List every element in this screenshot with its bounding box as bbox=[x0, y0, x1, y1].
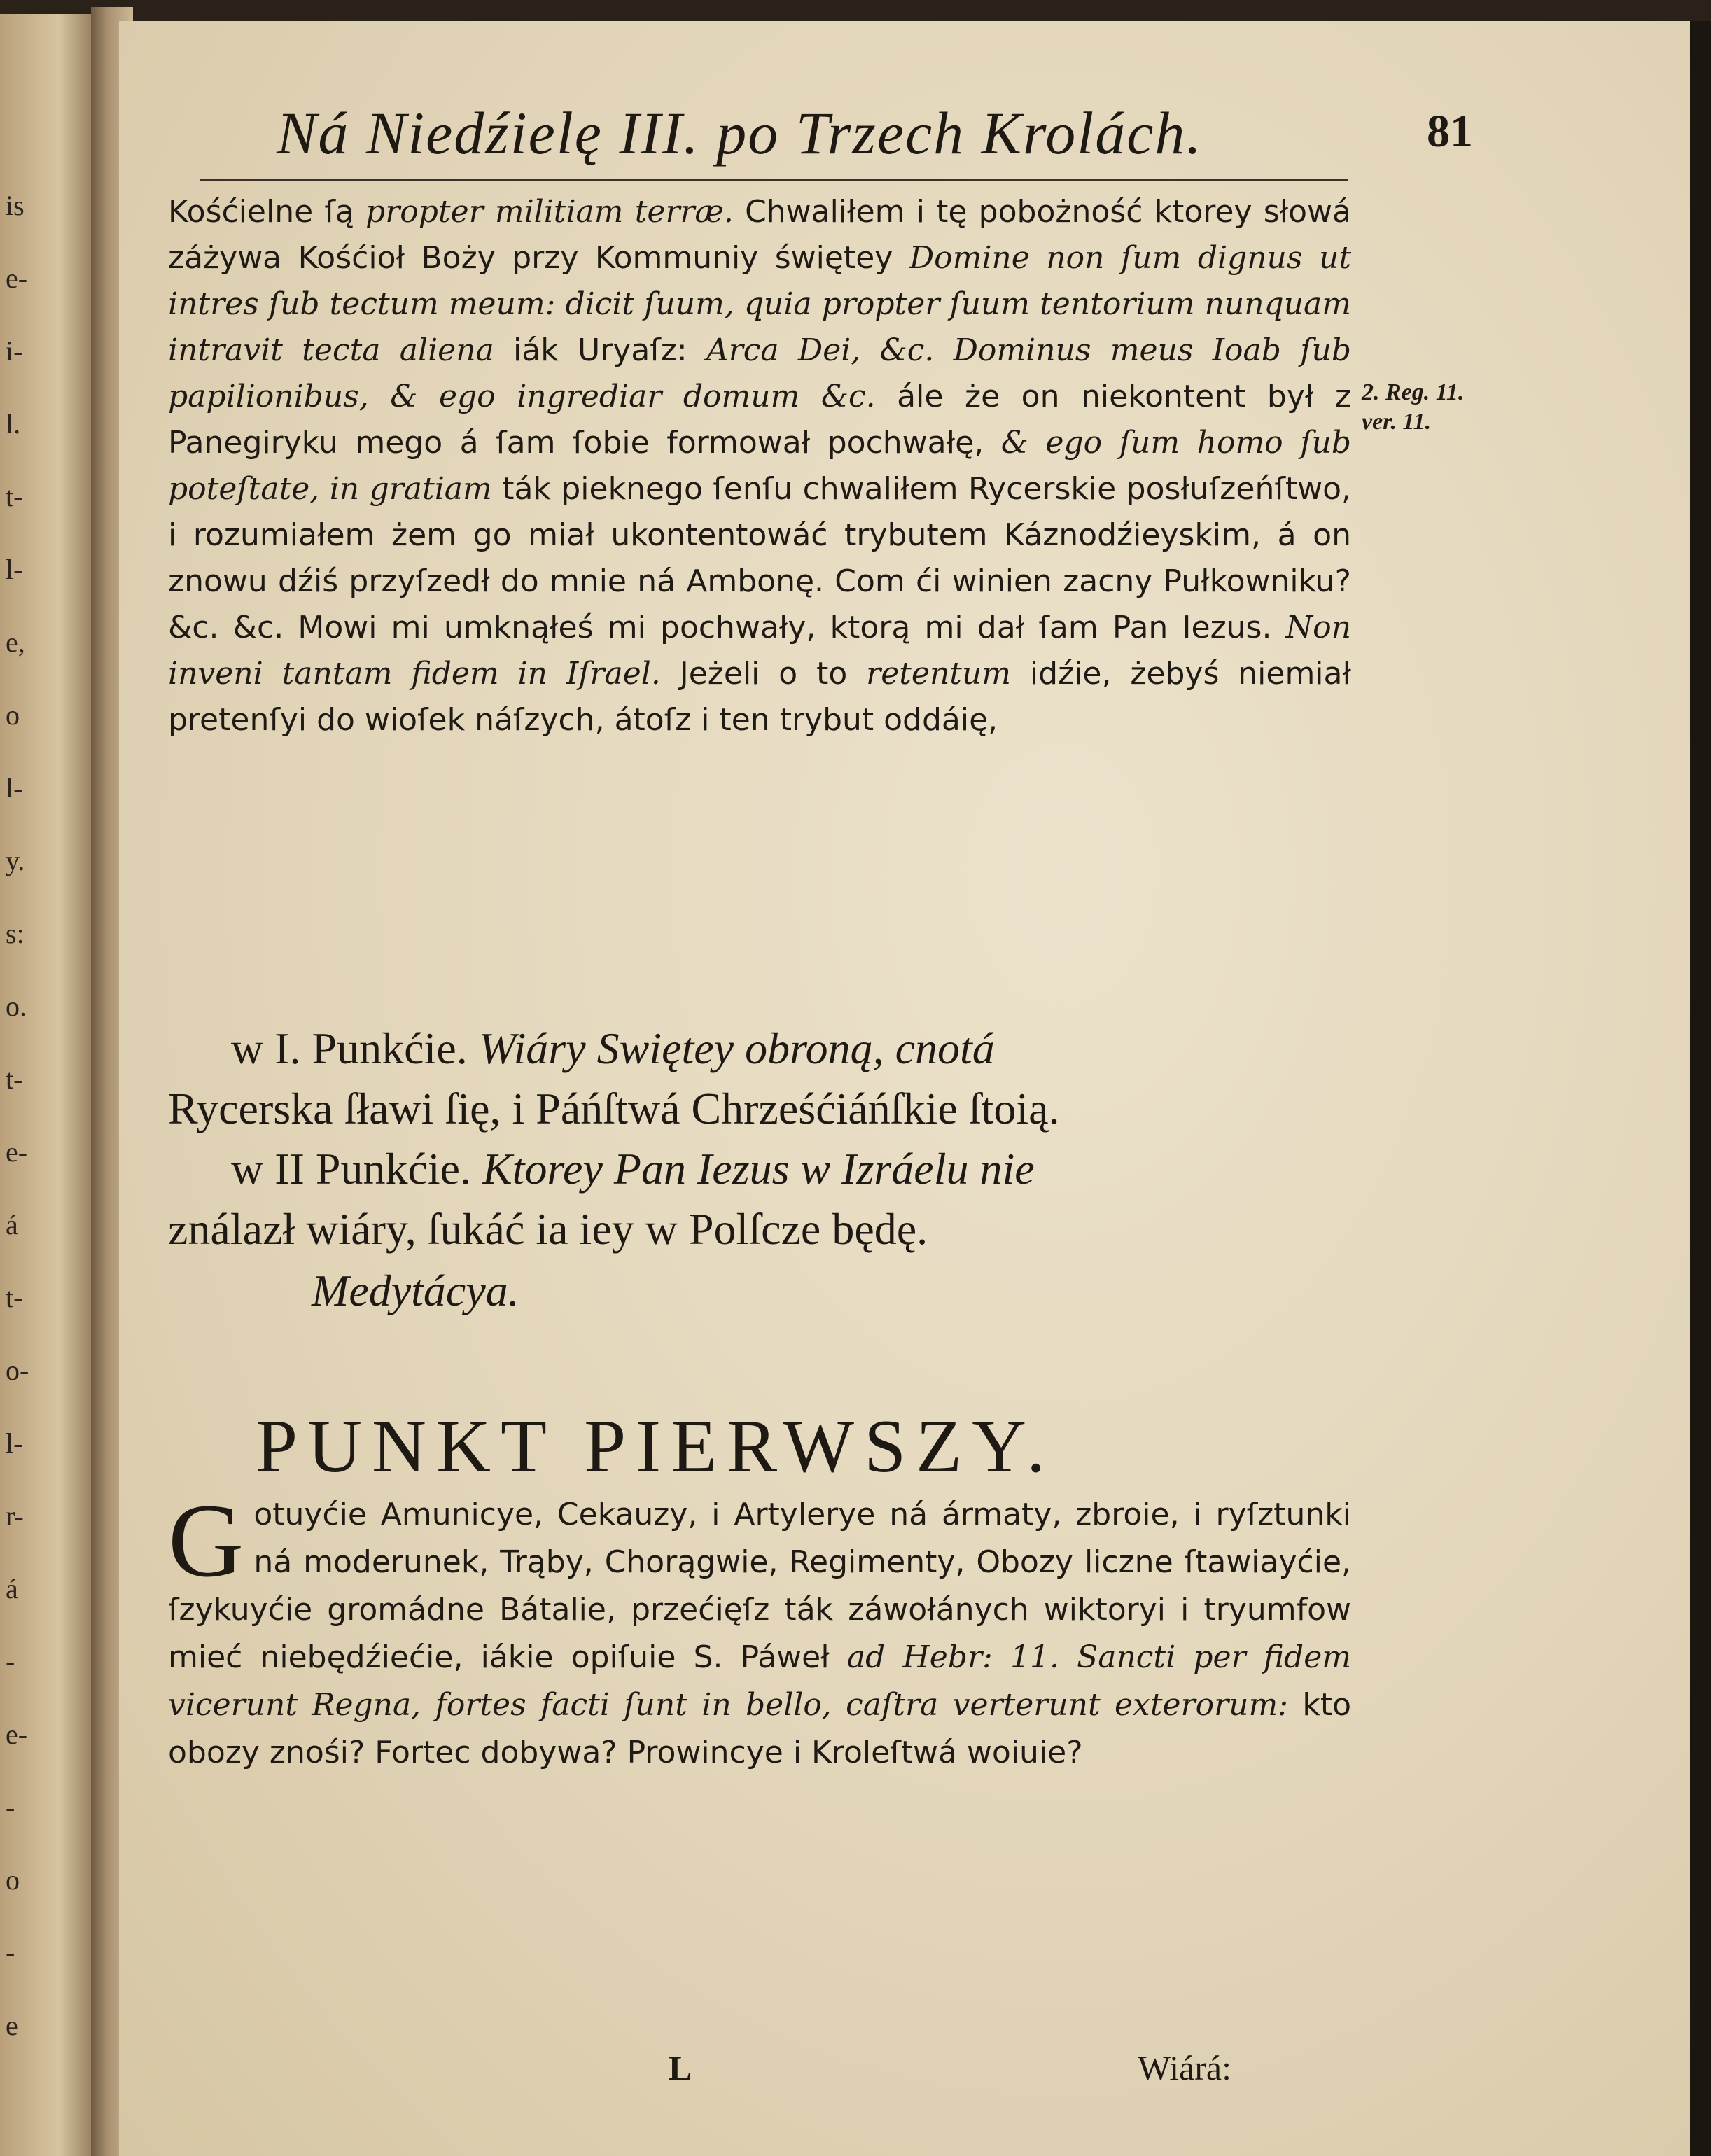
point-two-continuation: ználazł wiáry, ſukáć ia iey w Polſcze będę. bbox=[168, 1204, 928, 1254]
left-page-fragment: y. bbox=[6, 845, 25, 876]
body-paragraph bbox=[168, 189, 1351, 743]
left-page-fragment: - bbox=[6, 1791, 15, 1823]
latin-quote: retentum bbox=[866, 656, 1012, 692]
meditation-label: Medytácya. bbox=[312, 1266, 519, 1315]
left-page-fragment: l. bbox=[6, 408, 21, 440]
body-text-run: ták pieknego ſenſu chwaliłem Rycerskie posłuſzeńſtwo, i rozumiałem żem go miał ukontentowáć trybutem Káznodźieyskim, á on znowu dźiś przyſzedł do mnie ná Ambonę. Com ći winien zacny Pułkowniku? &c. &c. Mowi mi umknąłeś mi pochwały, ktorą mi dał ſam Pan Iezus. bbox=[168, 471, 1351, 645]
body-text-run: ále że on niekontent był z Panegiryku mego á ſam ſobie formował pochwałę, bbox=[168, 379, 1351, 461]
left-page-fragment: r- bbox=[6, 1500, 24, 1532]
left-page-fragment: i- bbox=[6, 335, 23, 367]
points-block bbox=[168, 1018, 1351, 1322]
header-rule bbox=[200, 178, 1348, 181]
point-one-continuation: Rycerska ſławi ſię, i Páńſtwá Chrześćiáńſkie ſtoią. bbox=[168, 1084, 1060, 1133]
body-text-run: iák Uryaſz: bbox=[494, 332, 706, 368]
right-scan-edge bbox=[1690, 21, 1711, 2156]
left-page-fragment: - bbox=[6, 1646, 15, 1677]
left-page-fragment: l- bbox=[6, 1427, 23, 1459]
left-page-fragment: s: bbox=[6, 918, 25, 949]
page-number: 81 bbox=[1427, 106, 1473, 157]
catchword: Wiárá: bbox=[1138, 2048, 1232, 2087]
point-one-text: Wiáry Swiętey obroną, cnotá bbox=[478, 1023, 995, 1073]
left-page-fragment: o bbox=[6, 699, 20, 731]
left-page-fragment: l- bbox=[6, 554, 23, 585]
section-title: PUNKT PIERWSZY. bbox=[256, 1405, 1056, 1488]
left-page-edge bbox=[0, 14, 98, 2156]
point-two-text: Ktorey Pan Iezus w Izráelu nie bbox=[482, 1144, 1035, 1194]
body-text-run: Jeżeli o to bbox=[660, 656, 867, 692]
left-page-fragment: e- bbox=[6, 262, 28, 294]
left-page-fragment: t- bbox=[6, 481, 23, 512]
body-text-run: Chwaliłem i tę pobożność ktorey słowá záżywa Kośćioł Boży przy Kommuniy świętey bbox=[168, 194, 1351, 276]
left-page-fragment: l- bbox=[6, 772, 23, 804]
section-paragraph bbox=[168, 1483, 1351, 1777]
left-page-fragment: á bbox=[6, 1209, 18, 1240]
left-page-fragment: á bbox=[6, 1573, 18, 1604]
latin-quote: ad Hebr: 11. Sancti per fidem vicerunt Regna, fortes facti ſunt in bello, caſtra verterunt exterorum: bbox=[168, 1639, 1351, 1723]
point-one-prefix: w I. Punkćie. bbox=[231, 1023, 468, 1073]
point-two bbox=[168, 1139, 1351, 1199]
drop-cap: G bbox=[168, 1483, 244, 1599]
margin-note bbox=[1362, 378, 1502, 437]
section-text-run: otuyćie Amunicye, Cekauzy, i Artylerye ná ármaty, zbroie, i ryſztunki ná moderunek, Trąby, Chorągwie, Regimenty, Obozy liczne ſtawiayćie, ſzykuyćie gromádne Bátalie, przećięſz ták záwołánych wiktoryi i tryumfow mieć niebędźiećie, iákie opiſuie S. Páweł bbox=[168, 1497, 1351, 1675]
left-page-fragment: e- bbox=[6, 1136, 28, 1168]
section-text-run: kto obozy znośi? Fortec dobywa? Prowincye i Kroleſtwá woiuie? bbox=[168, 1687, 1351, 1770]
signature-mark: L bbox=[669, 2048, 692, 2087]
running-head: Ná Niedźielę III. po Trzech Krolách. bbox=[277, 99, 1203, 167]
left-page-fragment: - bbox=[6, 1937, 15, 1968]
left-page-fragment: o. bbox=[6, 990, 27, 1022]
body-text-run: Kośćielne ſą bbox=[168, 194, 366, 230]
latin-quote: Non inveni tantam fidem in Iſrael. bbox=[168, 610, 1351, 692]
left-page-fragment: is bbox=[6, 190, 25, 221]
left-page-fragment: t- bbox=[6, 1063, 23, 1095]
left-page-fragment: t- bbox=[6, 1282, 23, 1313]
left-page-fragment: e- bbox=[6, 1718, 28, 1750]
margin-note-line: ver. 11. bbox=[1362, 409, 1432, 435]
left-page-fragment: e bbox=[6, 2010, 18, 2041]
latin-quote: & ego ſum homo ſub poteſtate, in gratiam bbox=[168, 425, 1351, 507]
left-page-fragment: e, bbox=[6, 626, 25, 658]
left-page-fragment: o bbox=[6, 1864, 20, 1896]
left-page-fragment: o- bbox=[6, 1354, 29, 1386]
latin-quote: Domine non ſum dignus ut intres ſub tectum meum: dicit ſuum, quia propter ſuum tentorium nunquam intravit tecta aliena bbox=[168, 240, 1352, 368]
latin-quote: propter militiam terræ. bbox=[365, 194, 734, 230]
margin-note-line: 2. Reg. 11. bbox=[1362, 379, 1465, 405]
body-text-run: idźie, żebyś niemiał pretenſyi do wioſek náſzych, átoſz i ten trybut oddáię, bbox=[168, 656, 1352, 738]
point-two-prefix: w II Punkćie. bbox=[231, 1144, 472, 1194]
point-one bbox=[168, 1018, 1351, 1079]
latin-quote: Arca Dei, &c. Dominus meus Ioab ſub papilionibus, & ego ingrediar domum &c. bbox=[168, 332, 1351, 414]
